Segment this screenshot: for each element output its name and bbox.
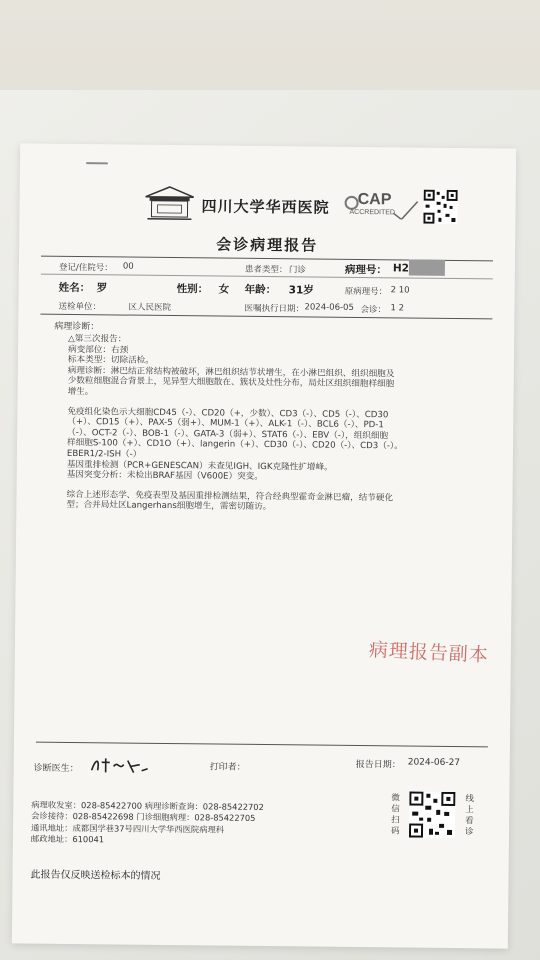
punch-hole-mark [86, 162, 108, 164]
contact-line: 邮政地址：610041 [30, 833, 105, 845]
diagnosis-line: 增生。 [67, 386, 94, 398]
age-value: 31岁 [288, 284, 314, 297]
diagnosis-line: △第三次报告： [68, 333, 127, 345]
qr-code-icon [423, 190, 457, 224]
report-date-label: 报告日期： [355, 759, 401, 771]
disclaimer-note: 此报告仅反映送检标本的情况 [30, 869, 161, 882]
hospital-name: 四川大学华西医院 [201, 197, 330, 217]
printer-label: 打印者： [209, 762, 246, 773]
diagnosis-line: 病理诊断：淋巴结正常结构被破坏，淋巴组织结节状增生，在小淋巴组织、组织细胞及 [67, 365, 395, 380]
sex-label: 性别： [176, 283, 209, 296]
contact-line: 病理收发室：028-85422700 病理诊断查询：028-85422702 [31, 799, 264, 813]
exec-date-value: 2024-06-05 [304, 302, 354, 313]
divider [40, 314, 492, 320]
orig-pathology-no-value: 2 10 [390, 285, 410, 296]
hospital-logo-icon [143, 183, 195, 224]
ward-value: 1 2 [390, 303, 405, 314]
diagnosis-body [66, 334, 488, 515]
diagnosis-heading: 病理诊断： [54, 321, 100, 333]
ward-label: 会诊： [360, 304, 387, 316]
diagnosis-line: 样细胞S-100（+）、CD1O（+）、langerin（+）、CD30（-）、CD20（-）、CD3（-）。 [67, 438, 403, 452]
report-title: 会诊病理报告 [216, 235, 319, 255]
qr-code-icon [409, 792, 455, 838]
wechat-scan-label: 微信扫码 [390, 793, 400, 837]
diagnosis-line: 免疫组化染色示大细胞CD45（-）、CD20（+，少数）、CD3（-）、CD5（-）、CD30 [67, 406, 389, 420]
diagnosis-line: 基因突变分析：未检出BRAF基因（V600E）突变。 [66, 470, 263, 483]
name-label: 姓名： [58, 281, 91, 295]
name-value: 罗 [96, 282, 108, 295]
doctor-signature [90, 756, 150, 775]
cap-text: CAP [357, 190, 392, 209]
diagnosis-line: 标本类型：切除活检。 [67, 355, 154, 367]
sender-label: 送检单位： [58, 301, 102, 313]
age-label: 年龄： [244, 283, 277, 297]
copy-stamp: 病理报告副本 [368, 639, 490, 667]
patient-type-label: 患者类型： [244, 264, 288, 276]
contact-line: 会诊接待：028-85422698 门诊细胞病理：028-85422705 [31, 810, 256, 824]
diagnosis-line: 综合上述形态学、免疫表型及基因重排检测结果，符合经典型霍奇金淋巴瘤，结节硬化 [66, 489, 394, 504]
contact-info [31, 800, 264, 848]
pathology-no-value: H2 [392, 262, 410, 275]
contact-line: 通讯地址：成都国学巷37号四川大学华西医院病理科 [30, 822, 225, 835]
sex-value: 女 [218, 283, 230, 296]
sender-value: 区人民医院 [128, 302, 172, 314]
diagnosis-line: 少数粒细胞混合背景上，见异型大细胞散在、簇状及灶性分布，局灶区组织细胞样细胞 [67, 376, 395, 390]
diagnosis-line: （-）、OCT-2（-）、BOB-1（-）、GATA-3（弱+）、STAT6（-）、EBV（-），组织细胞 [67, 427, 389, 442]
redaction-block [409, 260, 445, 276]
diagnosis-line: EBER1/2-ISH（-） [66, 448, 142, 460]
reg-no-label: 登记/住院号： [58, 262, 113, 274]
reg-no-value: 00 [122, 261, 134, 272]
exec-date-label: 医嘱执行日期： [244, 303, 305, 315]
online-consult-label: 线上看诊 [464, 794, 474, 838]
diagnosis-line: 型；合并局灶区Langerhans细胞增生，需密切随访。 [66, 500, 272, 513]
report-date-value: 2024-06-27 [407, 757, 461, 769]
patient-type-value: 门诊 [288, 265, 306, 276]
pathology-report-sheet [12, 143, 516, 948]
diagnosis-line: 病变部位：右颈 [67, 344, 129, 356]
orig-pathology-no-label: 原病理号： [344, 286, 388, 298]
cap-subtext: ACCREDITED [349, 208, 396, 217]
diagnosis-line: （+）、CD15（+）、PAX-5（弱+）、MUM-1（+）、ALK-1（-）、BCL6（-）、PD-1 [67, 417, 384, 431]
pathology-no-label: 病理号： [344, 263, 387, 277]
divider [36, 742, 488, 748]
diagnosis-line: 基因重排检测（PCR+GENESCAN）未查见IGH、IGK克隆性扩增峰。 [66, 459, 333, 473]
doctor-label: 诊断医生： [33, 763, 79, 775]
